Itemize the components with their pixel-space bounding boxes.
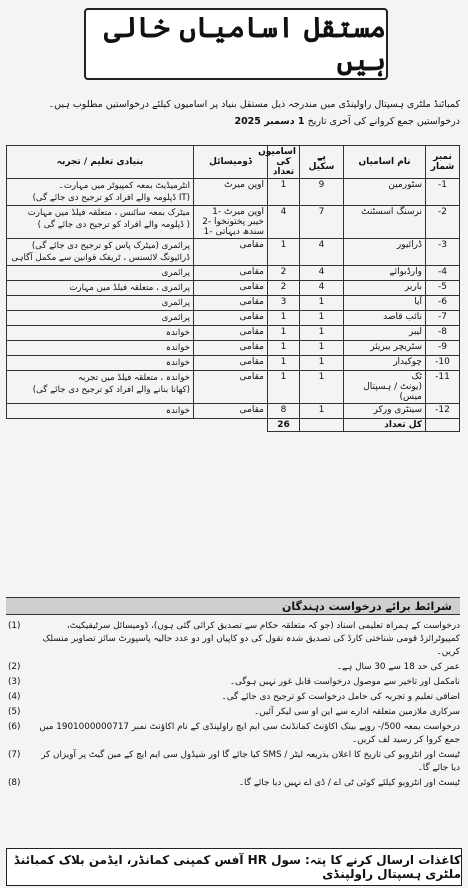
domicile-line: مقامی (239, 312, 264, 322)
row-name (344, 239, 426, 266)
row-name-text: ٹک (411, 372, 422, 382)
row-name (344, 371, 426, 404)
table-row (7, 326, 460, 341)
row-name (344, 404, 426, 419)
row-qualification (7, 356, 194, 371)
domicile-line: مقامی (239, 267, 264, 277)
qualification-line: (کھانا بنانے والے افراد کو ترجیح دی جائے گی) (32, 385, 190, 395)
total-label: کل تعداد (344, 419, 426, 432)
table-row (7, 206, 460, 239)
condition-item (8, 691, 460, 704)
page-title: مستقل اسامیاں خالی ہیں (104, 11, 386, 77)
table-row (7, 311, 460, 326)
total-blank-4 (7, 419, 194, 432)
row-scale: 1 (300, 311, 344, 326)
header-scale: پے سکیل (300, 146, 344, 179)
row-sn: 6- (426, 296, 460, 311)
header-qualification: بنیادی تعلیم / تجربہ (7, 146, 194, 179)
row-qualification (7, 179, 194, 206)
row-name-text: لیبر (408, 327, 422, 337)
row-qualification (7, 341, 194, 356)
row-sn: 1- (426, 179, 460, 206)
condition-number: (7) (8, 750, 21, 760)
row-scale: 1 (300, 371, 344, 404)
deadline-prefix: تاریخ (307, 116, 327, 127)
row-domicile (194, 404, 268, 419)
row-domicile (194, 296, 268, 311)
header-name: نام اسامیاں (344, 146, 426, 179)
row-count: 1 (268, 326, 300, 341)
deadline-date: 1 دسمبر 2025 (234, 116, 305, 127)
qualification-line: ڈرائیونگ لائسنس ، ٹریفک قوانین سے مکمل آگاہی (11, 253, 190, 263)
row-name (344, 311, 426, 326)
row-scale: 1 (300, 404, 344, 419)
row-domicile (194, 371, 268, 404)
row-scale: 4 (300, 239, 344, 266)
row-qualification (7, 296, 194, 311)
header-domicile: ڈومیسائل (194, 146, 268, 179)
row-name (344, 281, 426, 296)
row-qualification (7, 311, 194, 326)
qualification-line: پرائمری (161, 298, 190, 308)
row-count: 1 (268, 239, 300, 266)
row-scale: 4 (300, 266, 344, 281)
row-count: 2 (268, 266, 300, 281)
condition-text: ٹیسٹ اور انٹرویو کی تاریخ کا اعلان بذریعہ لیٹر / SMS کیا جائے گا اور شیڈول سی ایم ایچ کے مین گیٹ پر آویزاں کر دیا جائے گا۔ (41, 750, 460, 773)
row-name (344, 341, 426, 356)
row-qualification (7, 281, 194, 296)
qualification-line: خواندہ (165, 358, 190, 368)
row-domicile (194, 326, 268, 341)
row-qualification (7, 404, 194, 419)
condition-number: (5) (8, 707, 21, 717)
table-row (7, 179, 460, 206)
row-name-text: باربر (404, 282, 422, 292)
total-row (7, 419, 460, 432)
vacancies-table (6, 145, 460, 432)
domicile-line: مقامی (239, 327, 264, 337)
row-domicile (194, 341, 268, 356)
table-header-row (7, 146, 460, 179)
condition-item (8, 706, 460, 719)
domicile-line: مقامی (239, 297, 264, 307)
condition-number: (1) (8, 621, 21, 631)
table-row (7, 266, 460, 281)
title-banner (84, 8, 388, 80)
row-sn: 8- (426, 326, 460, 341)
row-name (344, 206, 426, 239)
table-body (7, 179, 460, 419)
row-name (344, 356, 426, 371)
row-name (344, 266, 426, 281)
condition-number: (3) (8, 677, 21, 687)
row-domicile (194, 266, 268, 281)
intro-text: کمبائنڈ ملٹری ہسپتال راولپنڈی میں مندرجہ ذیل مستقل بنیاد پر اسامیوں کیلئے درخواستیں مطلوب ہیں۔ درخواستیں جمع کروانے کی آخری (48, 99, 460, 127)
row-name (344, 179, 426, 206)
row-name-text: سینٹری ورکر (373, 405, 422, 415)
row-count: 1 (268, 179, 300, 206)
row-domicile (194, 206, 268, 239)
row-sn: 3- (426, 239, 460, 266)
qualification-line: خواندہ (165, 406, 190, 416)
table-row (7, 281, 460, 296)
row-name-text: ڈرائیور (396, 240, 422, 250)
condition-number: (6) (8, 722, 21, 732)
condition-text: سرکاری ملازمین متعلقہ ادارے سے این او سی لیکر آئیں۔ (254, 707, 460, 717)
condition-number: (8) (8, 778, 21, 788)
condition-text: درخواست بمعہ 500/- روپے بینک اکاؤنٹ کمانڈنٹ سی ایم ایچ راولپنڈی کے نام اکاؤنٹ نمبر 1901000000717 میں جمع کروا کر رسید لف کریں۔ (39, 722, 460, 745)
row-count: 8 (268, 404, 300, 419)
row-qualification (7, 239, 194, 266)
row-count: 2 (268, 281, 300, 296)
condition-number: (4) (8, 692, 21, 702)
table-row (7, 296, 460, 311)
domicile-line: مقامی (239, 372, 264, 382)
row-sn: 11- (426, 371, 460, 404)
row-name-text: وارڈبوائے (389, 267, 422, 277)
row-name-text: آیا (414, 297, 422, 307)
domicile-line: اوپن میرٹ (223, 180, 264, 190)
intro-paragraph (8, 96, 460, 130)
row-sn: 12- (426, 404, 460, 419)
qualification-line: پرائمری (161, 268, 190, 278)
conditions-heading: شرائط برائے درخواست دہندگان (6, 597, 460, 615)
condition-item (8, 676, 460, 689)
qualification-line: پرائمری (میٹرک پاس کو ترجیح دی جائے گی) (31, 241, 190, 251)
condition-item (8, 661, 460, 674)
qualification-line: میٹرک بمعہ سائنس ، متعلقہ فیلڈ میں مہارت (27, 208, 190, 218)
qualification-line: انٹرمیڈیٹ بمعہ کمپیوٹر میں مہارت۔ (58, 181, 190, 191)
row-name-text: نرسنگ اسسٹنٹ (361, 207, 422, 217)
row-domicile (194, 356, 268, 371)
domicile-line: مقامی (239, 357, 264, 367)
domicile-line: مقامی (239, 282, 264, 292)
row-sn: 10- (426, 356, 460, 371)
row-name-text: سٹورمین (388, 180, 422, 190)
qualification-line: ( ڈپلومہ والے افراد کو ترجیح دی جائے گی ) (37, 220, 190, 230)
row-qualification (7, 326, 194, 341)
row-sn: 5- (426, 281, 460, 296)
condition-item (8, 777, 460, 790)
total-blank-3 (194, 419, 268, 432)
row-count: 1 (268, 341, 300, 356)
qualification-line: پرائمری (161, 313, 190, 323)
total-blank-2 (300, 419, 344, 432)
row-sn: 9- (426, 341, 460, 356)
qualification-line: خواندہ ، متعلقہ فیلڈ میں تجربہ (78, 373, 190, 383)
condition-text: درخواست کے ہمراہ تعلیمی اسناد (جو کہ متعلقہ حکام سے تصدیق کرائی گئی ہوں)، ڈومیسائل سرٹیفیکیٹ، کمپیوٹرائزڈ قومی شناختی کارڈ کی تصدیق شدہ نقول کی دو کاپیاں اور دو عدد حالیہ پاسپورٹ سائز تصاویر منسلک کریں۔ (42, 621, 460, 657)
row-name-note: (یونٹ / ہسپتال میس) (363, 382, 422, 402)
row-domicile (194, 239, 268, 266)
table-row (7, 239, 460, 266)
domicile-line: سندھ دیہاتی -1 (203, 227, 264, 237)
condition-text: عمر کی حد 18 سے 30 سال ہے۔ (336, 662, 460, 672)
row-scale: 1 (300, 356, 344, 371)
table-row (7, 341, 460, 356)
address-footer (6, 848, 462, 886)
row-name (344, 296, 426, 311)
conditions-list (8, 620, 460, 792)
row-domicile (194, 281, 268, 296)
row-name-text: سٹریچر بیریئر (370, 342, 422, 352)
condition-item (8, 620, 460, 659)
row-sn: 7- (426, 311, 460, 326)
domicile-line: مقامی (239, 342, 264, 352)
row-domicile (194, 179, 268, 206)
row-domicile (194, 311, 268, 326)
row-count: 4 (268, 206, 300, 239)
address-text: کاغذات ارسال کرنے کا پتہ: سول HR آفس کمپنی کمانڈر، ایڈمن بلاک کمبائنڈ ملٹری ہسپتال راولپنڈی (13, 853, 461, 881)
total-value: 26 (268, 419, 300, 432)
row-sn: 4- (426, 266, 460, 281)
row-count: 1 (268, 311, 300, 326)
condition-item (8, 721, 460, 747)
row-name-text: چوکیدار (393, 357, 422, 367)
header-count: اسامیوں کی تعداد (268, 146, 300, 179)
row-sn: 2- (426, 206, 460, 239)
qualification-line: (IT ڈپلومہ والے افراد کو ترجیح دی جائے گی) (32, 193, 190, 203)
condition-text: ٹیسٹ اور انٹرویو کیلئے کوئی ٹی اے / ڈی اے نہیں دیا جائے گا۔ (238, 778, 460, 788)
row-count: 3 (268, 296, 300, 311)
condition-text: اضافی تعلیم و تجربہ کی حامل درخواست کو ترجیح دی جائے گی۔ (221, 692, 460, 702)
row-count: 1 (268, 371, 300, 404)
header-sn: نمبر شمار (426, 146, 460, 179)
row-scale: 9 (300, 179, 344, 206)
condition-number: (2) (8, 662, 21, 672)
row-qualification (7, 206, 194, 239)
row-count: 1 (268, 356, 300, 371)
row-name-text: نائب قاصد (383, 312, 422, 322)
condition-item (8, 749, 460, 775)
row-qualification (7, 371, 194, 404)
domicile-line: مقامی (239, 240, 264, 250)
domicile-line: اوپن میرٹ -1 (212, 207, 264, 217)
qualification-line: پرائمری ، متعلقہ فیلڈ میں مہارت (69, 283, 190, 293)
condition-text: نامکمل اور تاخیر سے موصول درخواست قابل غور نہیں ہوگی۔ (229, 677, 460, 687)
qualification-line: خواندہ (165, 328, 190, 338)
table-row (7, 371, 460, 404)
row-scale: 1 (300, 326, 344, 341)
row-qualification (7, 266, 194, 281)
domicile-line: خیبر پختونخوا -2 (202, 217, 264, 227)
table-row (7, 356, 460, 371)
qualification-line: خواندہ (165, 343, 190, 353)
row-name (344, 326, 426, 341)
row-scale: 1 (300, 341, 344, 356)
domicile-line: مقامی (239, 405, 264, 415)
total-blank (426, 419, 460, 432)
row-scale: 7 (300, 206, 344, 239)
table-row (7, 404, 460, 419)
row-scale: 1 (300, 296, 344, 311)
row-scale: 4 (300, 281, 344, 296)
